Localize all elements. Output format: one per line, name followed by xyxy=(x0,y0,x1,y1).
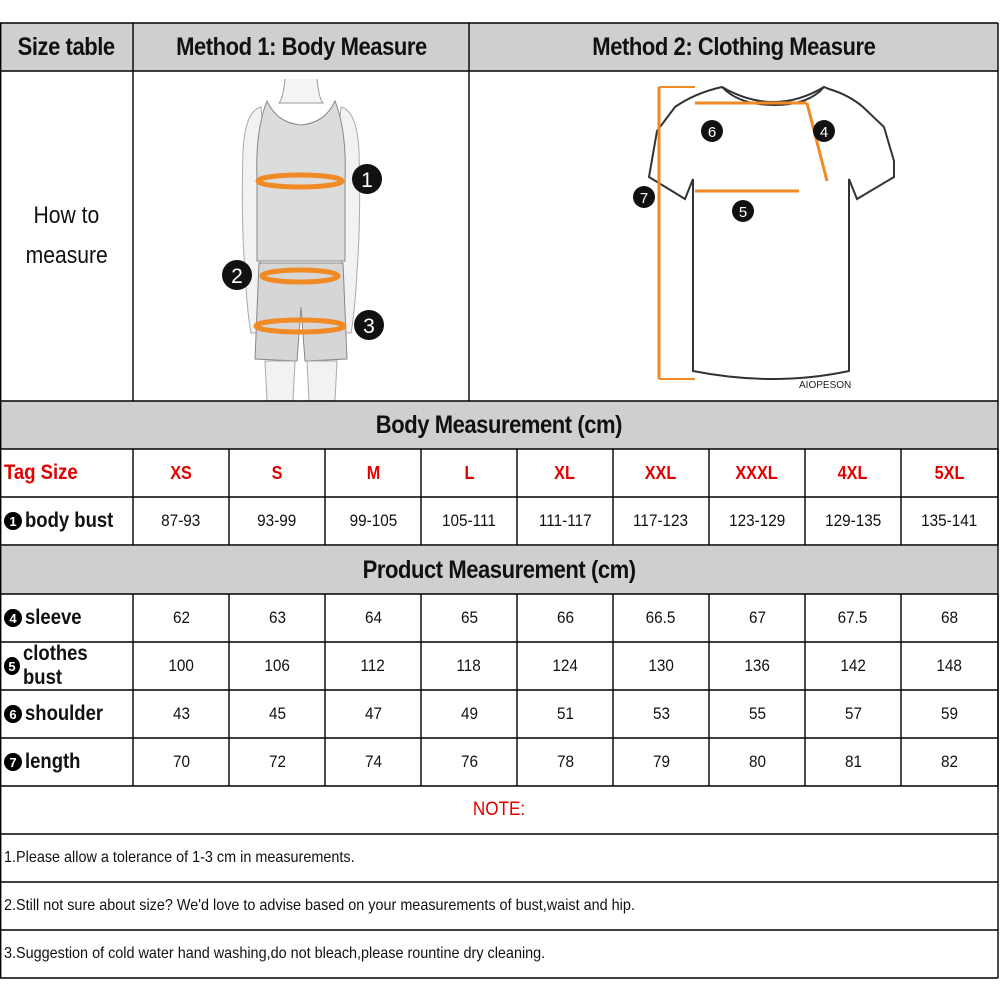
body-marker-3: 3 xyxy=(363,315,375,338)
product-measurement-title xyxy=(0,546,998,594)
measurement-value: 67.5 xyxy=(838,608,868,627)
measurement-cell xyxy=(709,497,805,545)
measurement-cell xyxy=(517,738,613,786)
measurement-value: 111-117 xyxy=(538,511,592,530)
measurement-cell xyxy=(133,642,229,690)
measurement-cell xyxy=(229,594,325,642)
measurement-cell xyxy=(901,642,998,690)
measurement-cell xyxy=(325,690,421,738)
tag-size-5xl xyxy=(901,449,998,497)
measurement-value: 123-129 xyxy=(728,511,786,530)
row-label-clothes-bust xyxy=(0,642,133,690)
how-to-line-1: How to xyxy=(33,202,100,229)
measurement-cell xyxy=(421,497,517,545)
method2-title: Method 2: Clothing Measure xyxy=(591,32,876,61)
tag-size-text: 4XL xyxy=(838,462,868,483)
note-item-1-text: 1.Please allow a tolerance of 1-3 cm in measurements. xyxy=(4,849,355,866)
note-item-2 xyxy=(0,882,998,930)
measurement-cell xyxy=(517,497,613,545)
measurement-cell xyxy=(709,594,805,642)
size-table-header xyxy=(0,23,133,71)
body-figure-illustration xyxy=(133,71,469,401)
measurement-value: 142 xyxy=(840,656,866,675)
body-marker-1: 1 xyxy=(361,169,373,192)
marker-7-icon: 7 xyxy=(4,753,22,771)
measurement-cell xyxy=(901,690,998,738)
body-marker-2: 2 xyxy=(231,265,243,288)
measurement-value: 67 xyxy=(748,608,766,627)
measurement-value: 47 xyxy=(364,704,382,723)
note-item-3-text: 3.Suggestion of cold water hand washing,do not bleach,please rountine dry cleaning. xyxy=(4,945,546,962)
tag-size-xs xyxy=(133,449,229,497)
method1-title: Method 1: Body Measure xyxy=(175,32,427,61)
method2-header xyxy=(469,23,998,71)
row-label-body-bust xyxy=(0,497,133,545)
row-label-text: body bust xyxy=(25,509,114,532)
measurement-cell xyxy=(709,690,805,738)
body-figure-cell xyxy=(133,71,469,401)
measurement-value: 80 xyxy=(748,752,766,771)
measurement-value: 59 xyxy=(940,704,959,723)
shirt-marker-5: 5 xyxy=(738,204,748,221)
body-measurement-title-text: Body Measurement (cm) xyxy=(375,410,623,439)
row-label-text: sleeve xyxy=(25,606,82,629)
measurement-cell xyxy=(421,738,517,786)
measurement-value: 68 xyxy=(940,608,959,627)
measurement-value: 62 xyxy=(172,608,190,627)
measurement-value: 148 xyxy=(936,656,963,675)
tag-size-text: S xyxy=(271,462,283,483)
measurement-value: 49 xyxy=(460,704,478,723)
measurement-value: 63 xyxy=(268,608,286,627)
measurement-value: 65 xyxy=(460,608,478,627)
measurement-cell xyxy=(325,642,421,690)
row-label-length xyxy=(0,738,133,786)
measurement-value: 124 xyxy=(552,656,578,675)
shirt-marker-7: 7 xyxy=(639,190,649,207)
row-label-shoulder xyxy=(0,690,133,738)
measurement-cell xyxy=(805,594,901,642)
measurement-cell xyxy=(613,738,709,786)
row-label-text: length xyxy=(25,750,81,773)
tag-size-label-cell xyxy=(0,449,133,497)
measurement-cell xyxy=(133,738,229,786)
measurement-cell xyxy=(613,594,709,642)
tag-size-s xyxy=(229,449,325,497)
measurement-cell xyxy=(133,594,229,642)
measurement-value: 74 xyxy=(364,752,382,771)
measurement-cell xyxy=(421,642,517,690)
note-item-3 xyxy=(0,930,998,978)
measurement-cell xyxy=(709,642,805,690)
body-measurement-title xyxy=(0,401,998,449)
measurement-value: 99-105 xyxy=(349,511,397,530)
measurement-cell xyxy=(517,690,613,738)
measurement-value: 57 xyxy=(844,704,862,723)
tag-size-l xyxy=(421,449,517,497)
measurement-cell xyxy=(613,690,709,738)
measurement-cell xyxy=(517,642,613,690)
measurement-value: 55 xyxy=(748,704,766,723)
measurement-value: 53 xyxy=(652,704,670,723)
measurement-value: 135-141 xyxy=(921,511,978,530)
measurement-value: 112 xyxy=(360,656,386,675)
measurement-cell xyxy=(229,497,325,545)
measurement-value: 100 xyxy=(168,656,194,675)
note-title-cell xyxy=(0,786,998,834)
measurement-value: 106 xyxy=(264,656,290,675)
tag-size-xl xyxy=(517,449,613,497)
measurement-value: 117-123 xyxy=(633,511,689,530)
measurement-value: 70 xyxy=(172,752,190,771)
note-item-2-text: 2.Still not sure about size? We'd love to advise based on your measurements of bust,waist and hip. xyxy=(4,897,635,914)
measurement-cell xyxy=(229,642,325,690)
measurement-value: 43 xyxy=(172,704,190,723)
product-measurement-title-text: Product Measurement (cm) xyxy=(362,555,636,584)
measurement-value: 129-135 xyxy=(824,511,882,530)
measurement-value: 118 xyxy=(456,656,482,675)
measurement-value: 87-93 xyxy=(161,511,201,530)
measurement-cell xyxy=(421,690,517,738)
measurement-value: 78 xyxy=(556,752,574,771)
measurement-value: 66 xyxy=(556,608,574,627)
marker-5-icon: 5 xyxy=(4,657,20,675)
tag-size-text: 5XL xyxy=(934,462,965,483)
row-label-text: shoulder xyxy=(25,702,104,725)
measurement-cell xyxy=(805,738,901,786)
tag-size-4xl xyxy=(805,449,901,497)
shirt-figure-cell xyxy=(469,71,998,401)
marker-4-icon: 4 xyxy=(4,609,22,627)
measurement-cell xyxy=(805,497,901,545)
measurement-cell xyxy=(421,594,517,642)
measurement-cell xyxy=(229,690,325,738)
tag-size-text: XXXL xyxy=(735,462,779,483)
measurement-value: 76 xyxy=(460,752,478,771)
tag-size-text: XXL xyxy=(645,462,677,483)
measurement-value: 64 xyxy=(364,608,382,627)
measurement-cell xyxy=(901,497,998,545)
measurement-value: 93-99 xyxy=(257,511,297,530)
row-label-text: clothes bust xyxy=(23,642,88,689)
measurement-cell xyxy=(901,738,998,786)
method1-header xyxy=(133,23,469,71)
brand-text: AIOPESON xyxy=(799,380,852,391)
tag-size-xxxl xyxy=(709,449,805,497)
measurement-cell xyxy=(805,642,901,690)
measurement-cell xyxy=(517,594,613,642)
measurement-value: 105-111 xyxy=(442,511,496,530)
measurement-value: 81 xyxy=(844,752,862,771)
measurement-cell xyxy=(325,497,421,545)
measurement-value: 82 xyxy=(940,752,959,771)
measurement-cell xyxy=(613,497,709,545)
shirt-illustration xyxy=(469,71,998,401)
marker-6-icon: 6 xyxy=(4,705,22,723)
tag-size-m xyxy=(325,449,421,497)
tag-size-text: M xyxy=(366,462,380,483)
measurement-cell xyxy=(325,738,421,786)
tag-size-text: XS xyxy=(170,462,192,483)
measurement-value: 130 xyxy=(648,656,674,675)
marker-1-icon: 1 xyxy=(4,512,22,530)
row-label-sleeve xyxy=(0,594,133,642)
measurement-cell xyxy=(805,690,901,738)
note-title: NOTE: xyxy=(472,799,526,820)
measurement-value: 79 xyxy=(652,752,670,771)
tag-size-label: Tag Size xyxy=(4,461,78,484)
how-to-measure-cell xyxy=(0,71,133,401)
how-to-line-2: measure xyxy=(25,242,108,269)
tag-size-text: XL xyxy=(554,462,576,483)
measurement-value: 66.5 xyxy=(646,608,676,627)
measurement-cell xyxy=(613,642,709,690)
measurement-value: 136 xyxy=(744,656,770,675)
shirt-marker-4: 4 xyxy=(819,124,829,141)
size-table-title: Size table xyxy=(17,32,116,61)
measurement-cell xyxy=(229,738,325,786)
measurement-cell xyxy=(133,690,229,738)
measurement-value: 51 xyxy=(556,704,574,723)
measurement-value: 72 xyxy=(268,752,286,771)
measurement-value: 45 xyxy=(268,704,286,723)
measurement-cell xyxy=(325,594,421,642)
measurement-cell xyxy=(133,497,229,545)
measurement-cell xyxy=(901,594,998,642)
tag-size-text: L xyxy=(464,462,474,483)
note-item-1 xyxy=(0,834,998,882)
tag-size-xxl xyxy=(613,449,709,497)
shirt-marker-6: 6 xyxy=(707,124,717,141)
measurement-cell xyxy=(709,738,805,786)
